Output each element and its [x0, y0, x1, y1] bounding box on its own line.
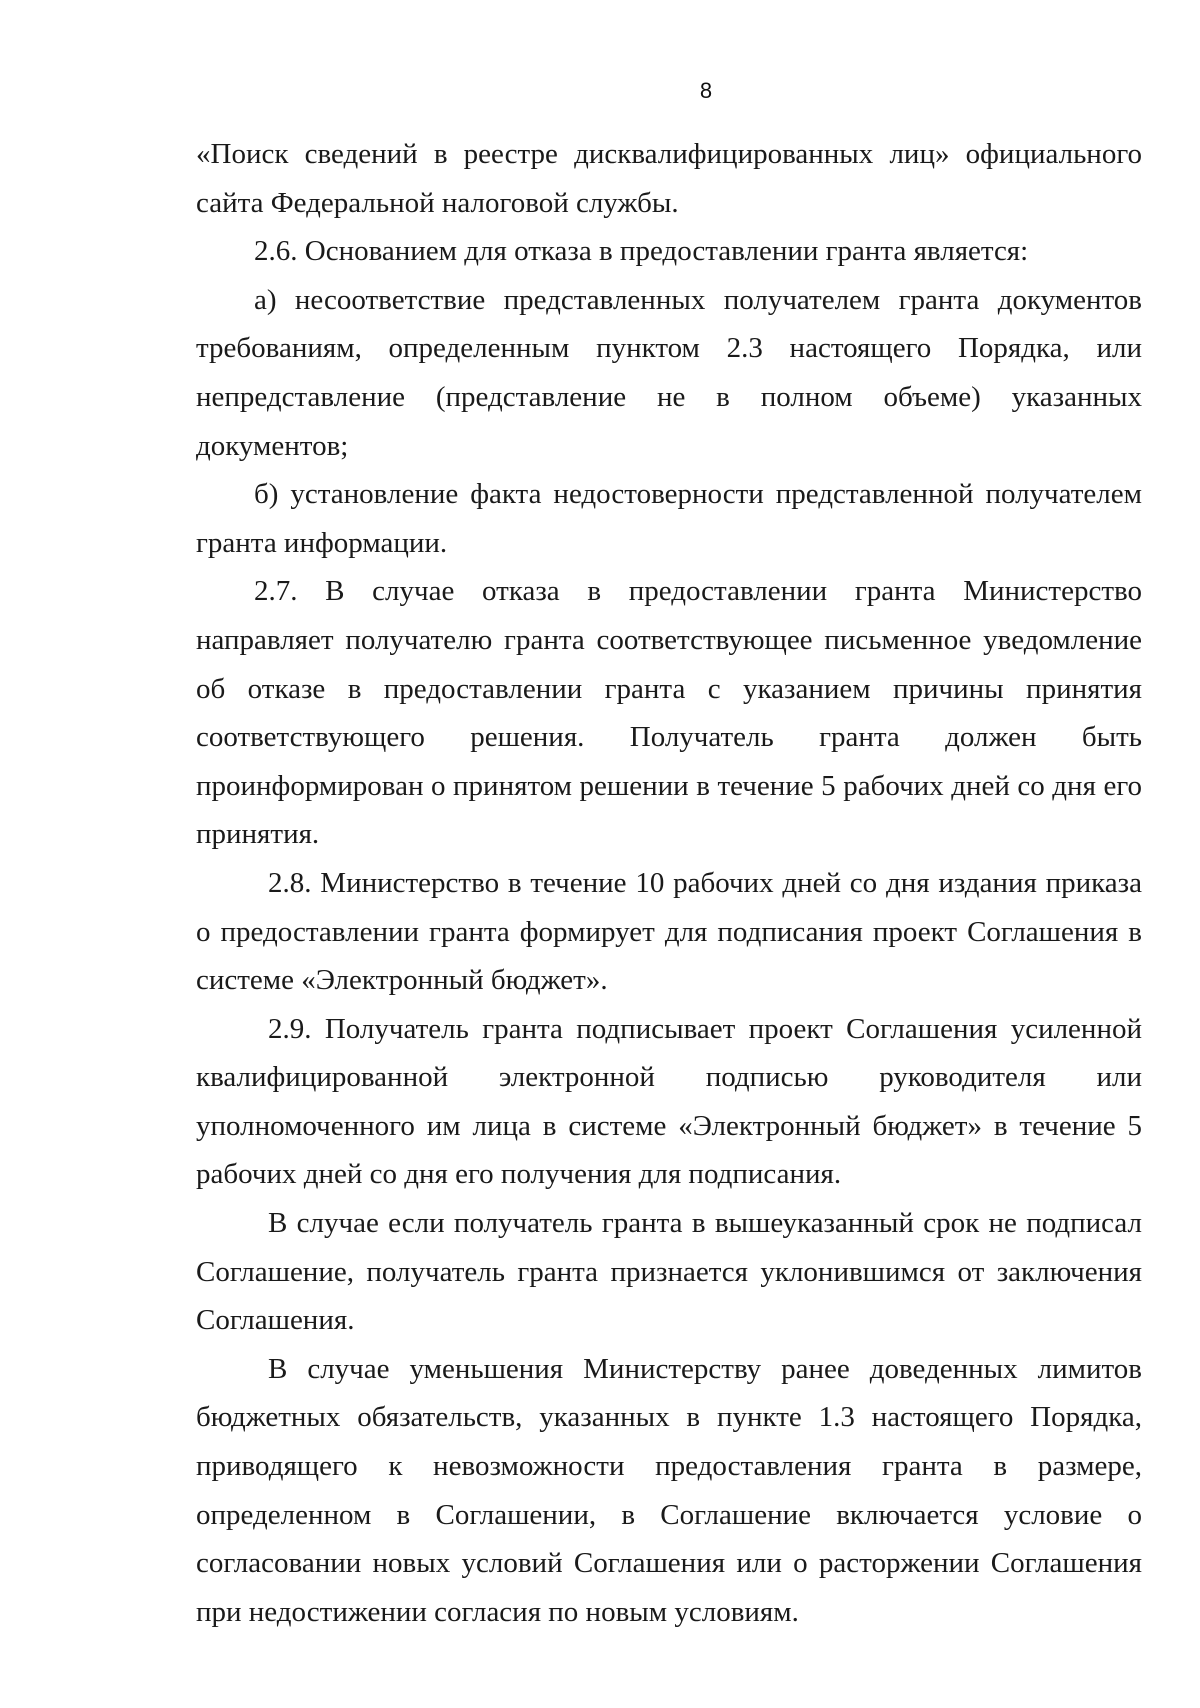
paragraph-continuation: «Поиск сведений в реестре дисквалифицированных лиц» официального сайта Федеральной налоговой службы.	[196, 138, 1142, 219]
document-body	[196, 130, 1142, 1636]
paragraph-limits-reduction: В случае уменьшения Министерству ранее доведенных лимитов бюджетных обязательств, указанных в пункте 1.3 настоящего Порядка, приводящего к невозможности предоставления гранта в размере, определенном в Соглашении, в Соглашение включается условие о согласовании новых условий Соглашения или о расторжении Соглашения при недостижении согласия по новым условиям.	[196, 1352, 1142, 1628]
paragraph-2-6: 2.6. Основанием для отказа в предоставлении гранта является:	[254, 235, 1029, 268]
paragraph-refusal-to-sign: В случае если получатель гранта в вышеуказанный срок не подписал Соглашение, получатель гранта признается уклонившимся от заключения Соглашения.	[196, 1207, 1142, 1337]
paragraph-2-6-a: а) несоответствие представленных получателем гранта документов требованиям, определенным пунктом 2.3 настоящего Порядка, или непредставление (представление не в полном объеме) указанных документов;	[196, 283, 1142, 462]
paragraph-2-9: 2.9. Получатель гранта подписывает проект Соглашения усиленной квалифицированной электронной подписью руководителя или уполномоченного им лица в системе «Электронный бюджет» в течение 5 рабочих дней со дня его получения для подписания.	[196, 1012, 1142, 1191]
paragraph-2-8: 2.8. Министерство в течение 10 рабочих дней со дня издания приказа о предоставлении гранта формирует для подписания проект Соглашения в системе «Электронный бюджет».	[196, 866, 1142, 997]
paragraph-2-6-b: б) установление факта недостоверности представленной получателем гранта информации.	[196, 478, 1142, 559]
paragraph-2-7: 2.7. В случае отказа в предоставлении гранта Министерство направляет получателю гранта соответствующее письменное уведомление об отказе в предоставлении гранта с указанием причины принятия соответствующего решения. Получатель гранта должен быть проинформирован о принятом решении в течение 5 рабочих дней со дня его принятия.	[196, 575, 1142, 851]
page-number: 8	[699, 78, 713, 103]
